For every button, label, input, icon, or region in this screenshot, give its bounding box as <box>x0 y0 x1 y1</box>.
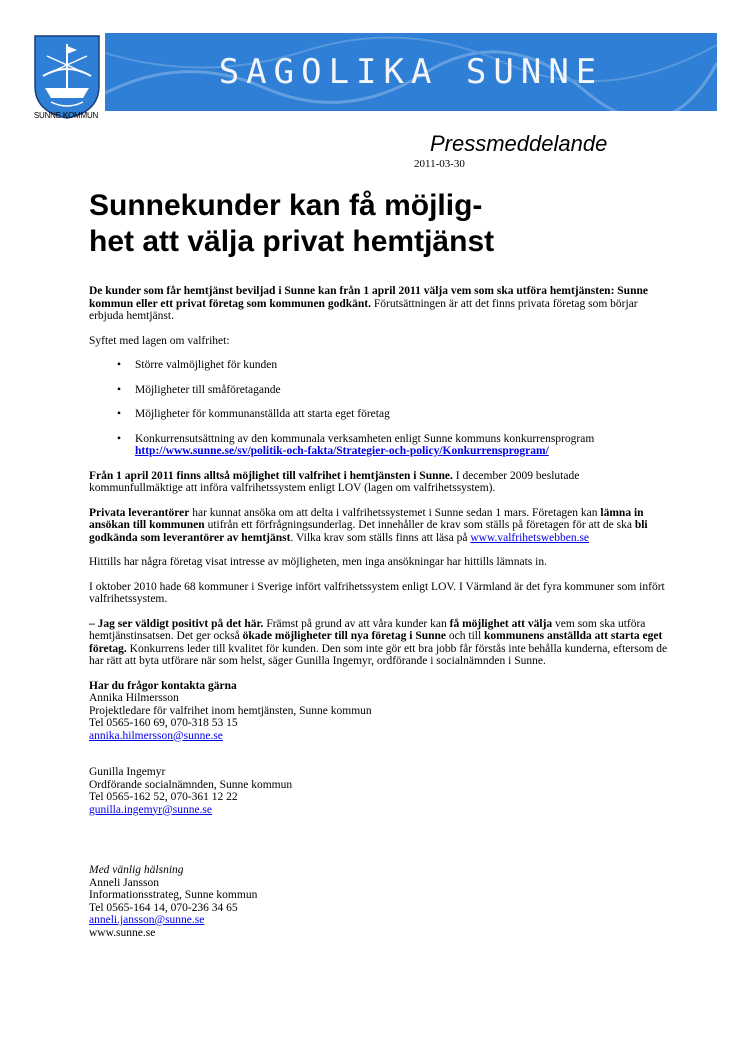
list-item: • Möjligheter till småföretagande <box>117 384 669 397</box>
list-item: • Större valmöjlighet för kunden <box>117 359 669 372</box>
header-banner <box>105 33 717 111</box>
contact-section: Har du frågor kontakta gärna Annika Hilmersson Projektledare för valfrihet inom hemtjänsten, Sunne kommun Tel 0565-160 69, 070-318 53 15 annika.hilmersson@sunne.se Gunilla Ingemyr Ordförande socialnämnden, Sunne kommun Tel 0565-162 52, 070-361 12 22 gunilla.ingemyr@sunne.se <box>89 679 372 816</box>
municipality-crest-icon <box>33 34 101 120</box>
purpose-intro: Syftet med lagen om valfrihet: <box>89 334 230 347</box>
valfrihetswebben-link[interactable]: www.valfrihetswebben.se <box>470 531 590 544</box>
list-item: • Konkurrensutsättning av den kommunala verksamheten enligt Sunne kommuns konkurrensprogram http://www.sunne.se/sv/politik-och-fakta/Strategier-och-policy/Konkurrensprogram/ <box>117 433 669 458</box>
lead-paragraph: De kunder som får hemtjänst beviljad i Sunne kan från 1 april 2011 välja vem som ska utföra hemtjänsten: Sunne kommun eller ett privat företag som kommunen godkänt. Förutsättningen är att det finns privata företag som börjar erbjuda hemtjänst. <box>89 285 648 322</box>
banner-title: SAGOLIKA SUNNE <box>218 52 604 92</box>
document-date: 2011-03-30 <box>414 158 465 170</box>
paragraph: I oktober 2010 hade 68 kommuner i Sverige infört valfrihetssystem enligt LOV. I Värmland är det fyra kommuner som infört valfrihetssystem. <box>89 580 665 605</box>
konkurrensprogram-link[interactable]: http://www.sunne.se/sv/politik-och-fakta/Strategier-och-policy/Konkurrensprogram/ <box>135 445 549 457</box>
list-item: • Möjligheter för kommunanställda att starta eget företag <box>117 408 669 421</box>
closing: Med vänlig hälsning <box>89 864 184 876</box>
purpose-list <box>89 359 669 458</box>
website-text: www.sunne.se <box>89 926 156 939</box>
document-type: Pressmeddelande <box>430 131 608 156</box>
article-body <box>89 285 669 939</box>
contact-heading: Har du frågor kontakta gärna <box>89 679 237 692</box>
municipality-label: SUNNE KOMMUN <box>33 111 99 120</box>
email-link[interactable]: annika.hilmersson@sunne.se <box>89 729 223 742</box>
signature-section: Med vänlig hälsning Anneli Jansson Informationsstrateg, Sunne kommun Tel 0565-164 14, 070-236 34 65 anneli.jansson@sunne.se www.sunne.se <box>89 864 258 939</box>
paragraph: Privata leverantörer har kunnat ansöka om att delta i valfrihetssystemet i Sunne sedan 1 mars. Företagen kan lämna in ansökan till kommunen utifrån ett förfrågningsunderlag. Det innehåller de krav som ställs på företagen för att de ska bli godkända som leverantörer av hemtjänst. Vilka krav som ställs finns att läsa på www.valfrihetswebben.se <box>89 506 648 544</box>
quote-paragraph: – Jag ser väldigt positivt på det här. Främst på grund av att våra kunder kan få möjlighet att välja vem som ska utföra hemtjänstinsatsen. Det ger också ökade möjligheter till nya företag i Sunne och till kommunens anställda att starta eget företag. Konkurrens leder till kvalitet för kunden. Den som inte gör ett bra jobb får förstås inte behålla kunderna, eftersom de har rätt att byta utförare när som helst, säger Gunilla Ingemyr, ordförande i socialnämnden i Sunne. <box>89 617 668 667</box>
email-link[interactable]: gunilla.ingemyr@sunne.se <box>89 803 213 816</box>
headline: Sunnekunder kan få möjlig- het att välja privat hemtjänst <box>89 189 495 258</box>
paragraph: Från 1 april 2011 finns alltså möjlighet till valfrihet i hemtjänsten i Sunne. I december 2009 beslutade kommunfullmäktige att införa valfrihetssystem enligt LOV (lagen om valfrihetssystem). <box>89 469 580 494</box>
paragraph: Hittills har några företag visat intresse av möjligheten, men inga ansökningar har hittills lämnats in. <box>89 556 547 568</box>
email-link[interactable]: anneli.jansson@sunne.se <box>89 914 205 926</box>
